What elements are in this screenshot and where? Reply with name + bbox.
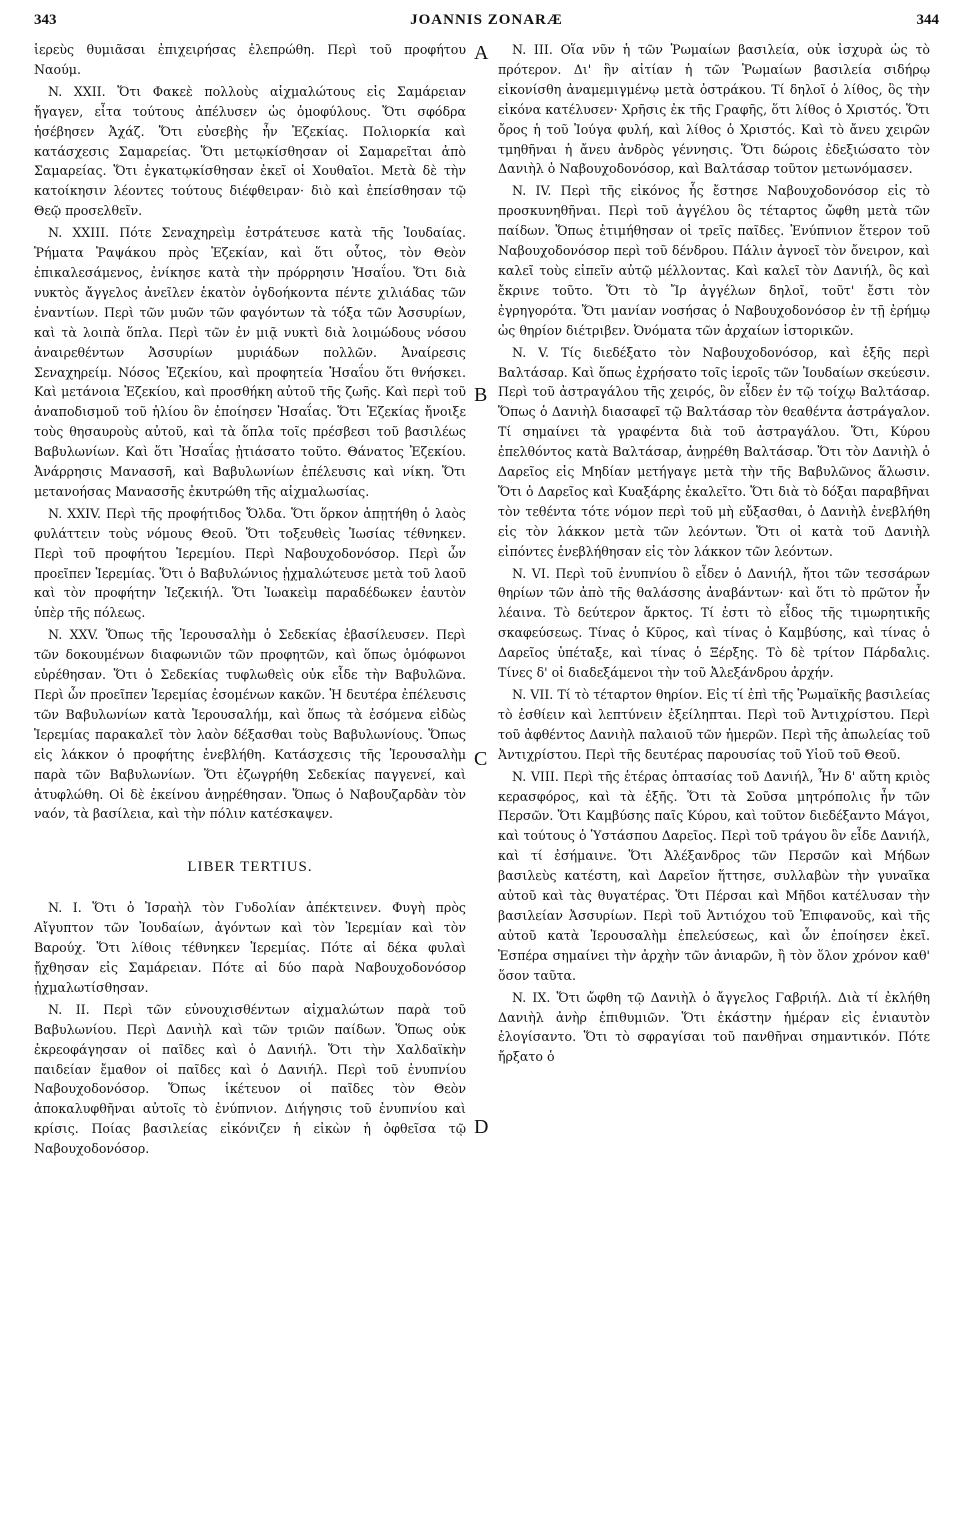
paragraph-right-0: N. III. Οἵα νῦν ἡ τῶν Ῥωμαίων βασιλεία, οὐκ ἰσχυρὰ ὡς τὸ πρότερον. Δι' ἣν αἰτίαν ἡ τῶν Ῥωμαίων βασιλεία σιδήρῳ εἰκονίσθη ἀναμεμιγμένῳ μετὰ ὀστράκου. Τί δηλοῖ ὁ λίθος, ὃς τὴν εἰκόνα κατέλυσεν· Χρῆσις ἐκ τῆς Γραφῆς, ὅτι λίθος ὁ Χριστός. Ὅτι ὄρος ἡ τοῦ Ἰούγα φυλή, καὶ λίθος ὁ Χριστός. Καὶ τὸ ἄνευ χειρῶν τμηθῆναι ἡ ἄνευ ἀνδρὸς γέννησις. Ὅτι δώροις ἐδεξιώσατο τὸν Δανιὴλ ὁ Ναβουχοδονόσορ, καὶ Βαλτάσαρ τοῦτον μετωνόμασεν. bbox=[498, 42, 930, 177]
book-title: LIBER TERTIUS. bbox=[187, 859, 313, 876]
page-number-left: 343 bbox=[34, 12, 57, 28]
paragraph-right-2: N. V. Τίς διεδέξατο τὸν Ναβουχοδονόσορ, καὶ ἑξῆς περὶ Βαλτάσαρ. Καὶ ὅπως ἐχρήσατο τοῖς ἱεροῖς τῶν Ἰουδαίων σκεύεσιν. Περὶ τοῦ ἀστραγάλου τῆς χειρός, ὃν εἶδεν ἐν τῷ τοίχῳ Βαλτάσαρ. Ὅπως ὁ Δανιὴλ διασαφεῖ τῷ Βαλτάσαρ τὸν θεαθέντα ἀστράγαλον. Τί σημαίνει τὰ γραφέντα διὰ τοῦ ἀστραγάλου. Ὅτι, Κύρου ἐπελθόντος κατὰ Βαλτάσαρ, ἀνῃρέθη Βαλτάσαρ. Ὅτι τὸν Δανιὴλ ὁ Δαρεῖος εἰς Μηδίαν μετήγαγε μετὰ τὴν τῆς Βαβυλῶνος ἅλωσιν. Ὅτι ὁ Δαρεῖος καὶ Κυαξάρης ἐκαλεῖτο. Ὅτι διὰ τὸ δόξαι παραβῆναι τὸν τεθέντα τότε νόμον περὶ τοῦ μὴ εὔξασθαι, ὁ Δανιὴλ ἐνεβλήθη εἰς τὸν λάκκον μετὰ τῶν λεόντων. Ὅτι οἱ κατὰ τοῦ Δανιὴλ εἰπόντες ἐνεβλήθησαν εἰς τὸν λάκκον τῶν λεόντων. bbox=[498, 344, 930, 559]
paragraph-left-5: N. I. Ὅτι ὁ Ἰσραὴλ τὸν Γυδολίαν ἀπέκτεινεν. Φυγὴ πρὸς Αἴγυπτον τῶν Ἰουδαίων, ἀγόντων καὶ τὸν Ἱερεμίαν καὶ τὸν Βαρούχ. Ὅτι λίθοις τέθνηκεν Ἱερεμίας. Πότε αἱ δέκα φυλαὶ ᾔχθησαν εἰς Σαμάρειαν. Πότε αἱ δύο παρὰ Ναβουχοδονόσορ ᾐχμαλωτίσθησαν. bbox=[34, 900, 466, 995]
paragraph-right-4: N. VII. Τί τὸ τέταρτον θηρίον. Εἰς τί ἐπὶ τῆς Ῥωμαϊκῆς βασιλείας τὸ ἐσθίειν καὶ λεπτύνειν ἐξείληπται. Περὶ τοῦ Ἀντιχρίστου. Περὶ τοῦ ἀφθέντος Δανιὴλ παλαιοῦ τῶν ἡμερῶν. Περὶ τῆς ἀπωλείας τοῦ Ἀντιχρίστου. Περὶ τῆς δευτέρας παρουσίας τοῦ Υἱοῦ τοῦ Θεοῦ. bbox=[498, 687, 930, 762]
margin-marker-c: C bbox=[474, 748, 488, 770]
paragraph-left-6: N. II. Περὶ τῶν εὐνουχισθέντων αἰχμαλώτων παρὰ τοῦ Βαβυλωνίου. Περὶ Δανιὴλ καὶ τῶν τριῶν παίδων. Ὅπως οὐκ ἐκρεοφάγησαν οἱ παῖδες καὶ ὁ Δανιήλ. Ὅτι τὴν Χαλδαϊκὴν παιδείαν ἔμαθον οἱ παῖδες καὶ ὁ Δανιήλ. Περὶ τοῦ ἐνυπνίου Ναβουχοδονόσορ. Ὅπως ἱκέτευον οἱ παῖδες τὸν Θεὸν ἀποκαλυφθῆναι αὐτοῖς τὸ ἐνύπνιον. Διήγησις τοῦ ἐνυπνίου καὶ κρίσις. Ποίας βασιλείας εἰκόνιζεν ἡ εἰκὼν ἡ ὀφθεῖσα τῷ Ναβουχοδονόσορ. bbox=[34, 1001, 466, 1157]
paragraph-left-2: N. XXIII. Πότε Σεναχηρεὶμ ἐστράτευσε κατὰ τῆς Ἰουδαίας. Ῥήματα Ῥαψάκου πρὸς Ἐζεκίαν, καὶ ὅτι οὗτος, τὸν Θεὸν ἐπικαλεσάμενος, ἐνίκησε κατὰ τὴν πρόρρησιν Ἡσαΐου. Ὅτι διὰ νυκτὸς ἄγγελος ἀνεῖλεν ἑκατὸν ὀγδοήκοντα πέντε χιλιάδας τῶν ἐναντίων. Περὶ τῶν μυῶν τῶν φαγόντων τὰ τόξα τῶν Ἀσσυρίων, καὶ τὰ λοιπὰ ὅπλα. Περὶ τῶν ἐν μιᾷ νυκτὶ διὰ λοιμώδους νόσου ἀναιρεθέντων Ἀσσυρίων μυριάδων πολλῶν. Ἀναίρεσις Σεναχηρείμ. Νόσος Ἐζεκίου, καὶ προφητεία Ἡσαΐου ὅτι θνήσκει. Καὶ μετάνοια Ἐζεκίου, καὶ προσθήκη αὐτοῦ τῆς ζωῆς. Καὶ περὶ τοῦ ἀναποδισμοῦ τοῦ ἡλίου ὃν ἐποίησεν Ἡσαΐας. Ὅτι Ἐζεκίας ἤνοιξε τοὺς θησαυροὺς αὐτοῦ, καὶ τὰ ὅπλα τοῖς πρέσβεσι τοῦ βασιλέως Βαβυλωνίων. Καὶ ὅτι Ἡσαΐας ᾐτιάσατο τοῦτο. Θάνατος Ἐζεκίου. Ἀνάρρησις Μανασσῆ, καὶ Βαβυλωνίων ἐπέλευσις καὶ νίκη. Ὅτι μετανοήσας Μανασσῆς ἐκυτρώθη τῆς αἰχμαλωσίας. bbox=[34, 225, 466, 499]
running-title: JOANNIS ZONARÆ bbox=[410, 12, 563, 28]
right-column bbox=[498, 40, 930, 1069]
paragraph-right-6: N. IX. Ὅτι ὤφθη τῷ Δανιὴλ ὁ ἄγγελος Γαβριήλ. Διὰ τί ἐκλήθη Δανιὴλ ἀνὴρ ἐπιθυμιῶν. Ὅτι ἑκάστην ἡμέραν εἰς ἐνιαυτὸν ἐλογίσαντο. Ὅτι τὸ σφραγίσαι τοῦ πανθῆναι σημαντικόν. Πότε ἤρξατο ὁ bbox=[498, 989, 930, 1065]
margin-marker-b: B bbox=[474, 384, 488, 406]
margin-marker-d: D bbox=[474, 1116, 489, 1138]
paragraph-left-3: N. XXIV. Περὶ τῆς προφήτιδος Ὄλδα. Ὅτι ὅρκον ἀπῃτήθη ὁ λαὸς φυλάττειν τοὺς νόμους Θεοῦ. Ὅτι τοξευθεὶς Ἰωσίας τέθνηκεν. Περὶ τοῦ προφήτου Ἱερεμίου. Περὶ Ναβουχοδονόσορ. Περὶ ὧν προεῖπεν Ἱερεμίας. Ὅτι ὁ Βαβυλώνιος ᾐχμαλώτευσε μετὰ τοῦ λαοῦ καὶ τὸν προφήτην Ἰεζεκιήλ. Ὅτι Ἰωακεὶμ παραδέδωκεν ἑαυτὸν ὑπὲρ τῆς πόλεως. bbox=[34, 505, 466, 621]
paragraph-left-1: N. XXII. Ὅτι Φακεὲ πολλοὺς αἰχμαλώτους εἰς Σαμάρειαν ἤγαγεν, εἶτα τούτους ἀπέλυσεν ὡς ὁμοφύλους. Ὅτι σφόδρα ἠσέβησεν Ἀχάζ. Ὅτι εὐσεβὴς ἦν Ἐζεκίας. Πολιορκία καὶ κατάσχεσις Σαμαρείας. Ὅτι μετῳκίσθησαν οἱ Σαμαρεῖται ἀπὸ Σαμαρείας. Ὅτι ἐγκατῳκίσθησαν ἐκεῖ οἱ Χουθαῖοι. Μετὰ δὲ τὴν κατοίκησιν λέοντες τούτους διέφθειραν· διὸ καὶ ἐπείσθησαν τῷ Θεῷ προσελθεῖν. bbox=[34, 83, 466, 219]
margin-marker-a: A bbox=[474, 42, 489, 64]
running-header bbox=[34, 8, 939, 34]
paragraph-right-1: N. IV. Περὶ τῆς εἰκόνος ἧς ἔστησε Ναβουχοδονόσορ εἰς τὸ προσκυνηθῆναι. Περὶ τοῦ ἀγγέλου ὃς τέταρτος ὤφθη μετὰ τῶν παίδων. Ὅπως ἐτιμήθησαν οἱ τρεῖς παῖδες. Ἐνύπνιον ἕτερον τοῦ Ναβουχοδονόσορ περὶ τοῦ δένδρου. Πάλιν ἀγνοεῖ τὸν ὄνειρον, καὶ καλεῖ τοὺς εἰπεῖν αὐτῷ μέλλοντας. Καὶ καλεῖ τὸν Δανιήλ, ὃς καὶ ἔκρινε τοῦτο. Ὅτι τὸ Ἴρ ἀγγέλων δηλοῖ, τοῦτ' ἔστι τὸν ἐγρηγορότα. Ὅτι μανίαν νοσήσας ὁ Ναβουχοδονόσορ ἐν τῇ ἐρήμῳ ὡς θηρίον διέτριβεν. Ὀνόματα τῶν ἀρχαίων ἱστορικῶν. bbox=[498, 183, 930, 338]
paragraph-left-4: N. XXV. Ὅπως τῆς Ἱερουσαλὴμ ὁ Σεδεκίας ἐβασίλευσεν. Περὶ τῶν δοκουμένων διαφωνιῶν τῶν προφητῶν, καὶ ὅπως ὁμόφωνοι εὑρέθησαν. Ὅτι ὁ Σεδεκίας τυφλωθεὶς οὐκ εἶδε τὴν Βαβυλῶνα. Περὶ ὧν προεῖπεν Ἱερεμίας ἐσομένων κακῶν. Ἡ δευτέρα ἐπέλευσις τῶν Βαβυλωνίων κατὰ Ἱερουσαλήμ, καὶ ὅπως τὰ ἐσόμενα εἰδὼς Ἱερεμίας παρακαλεῖ τὸν λαὸν δέξασθαι τοὺς Βαβυλωνίους. Ὅπως εἰς λάκκον ὁ προφήτης ἐνεβλήθη. Κατάσχεσις τῆς Ἱερουσαλὴμ παρὰ τῶν Βαβυλωνίων. Ὅτι ἐζωγρήθη Σεδεκίας παγγενεί, καὶ ἀτυφλώθη. Οἱ δὲ ἐκείνου ἀνῃρέθησαν. Ὅπως ὁ Ναβουζαρδὰν τὸν ναόν, τὰ βασίλεια, καὶ τὴν πόλιν κατέσκαψεν. bbox=[34, 627, 466, 822]
paragraph-left-0: ἱερεὺς θυμιᾶσαι ἐπιχειρήσας ἐλεπρώθη. Περὶ τοῦ προφήτου Ναούμ. bbox=[34, 42, 466, 77]
left-column bbox=[34, 40, 466, 1161]
page-number-right: 344 bbox=[916, 12, 939, 28]
paragraph-right-5: N. VIII. Περὶ τῆς ἑτέρας ὀπτασίας τοῦ Δανιήλ, Ἦν δ' αὕτη κριὸς κερασφόρος, καὶ τὰ ἑξῆς. Ὅτι τὰ Σοῦσα μητρόπολις ἦν τῶν Περσῶν. Ὅτι Καμβύσης παῖς Κύρου, καὶ τοῦτον διεδέξαντο Μάγοι, καὶ τούτους ὁ Ὑστάσπου Δαρεῖος. Περὶ τοῦ τράγου ὃν εἶδε Δανιήλ, καὶ τί ἐσήμαινε. Ὅτι Ἀλέξανδρος τῶν Περσῶν καὶ Μήδων βασιλεὺς κατέστη, καὶ Δαρεῖον ἥττησε, συλλαβὼν τὴν γυναῖκα αὐτοῦ καὶ τὰς θυγατέρας. Ὅτι Πέρσαι καὶ Μῆδοι κατέλυσαν τὴν βασιλείαν Ἀσσυρίων. Περὶ τοῦ Ἀντιόχου τοῦ Ἐπιφανοῦς, καὶ τῆς αὐτοῦ κατὰ Ἱερουσαλὴμ ἐπελεύσεως, καὶ ὧν ἐποίησεν ἐκεῖ. Ἑσπέρα σημαίνει τὴν ἀρχὴν τῶν ἀνιαρῶν, ἢ τὸν ὅλον χρόνον καθ' ὅσον ταῦτα. bbox=[498, 768, 930, 983]
paragraph-right-3: N. VI. Περὶ τοῦ ἐνυπνίου ὃ εἶδεν ὁ Δανιήλ, ἤτοι τῶν τεσσάρων θηρίων τῶν ἀπὸ τῆς θαλάσσης ἀναβάντων· καὶ ὅτι τὸ πρῶτον ἦν λέαινα. Τὸ δεύτερον ἄρκτος. Τί ἐστι τὸ εἶδος τῆς τιμωρητικῆς σκαφεύσεως. Τίνας ὁ Κῦρος, καὶ τίνας ὁ Καμβύσης, καὶ τίνας ὁ Δαρεῖος ὑπέταξε, καὶ τίνας ὁ Ξέρξης. Τὸ δὲ τρίτον Πάρδαλις. Τίνες δ' οἱ διαδεξάμενοι τὴν τοῦ Ἀλεξάνδρου ἀρχήν. bbox=[498, 565, 930, 681]
